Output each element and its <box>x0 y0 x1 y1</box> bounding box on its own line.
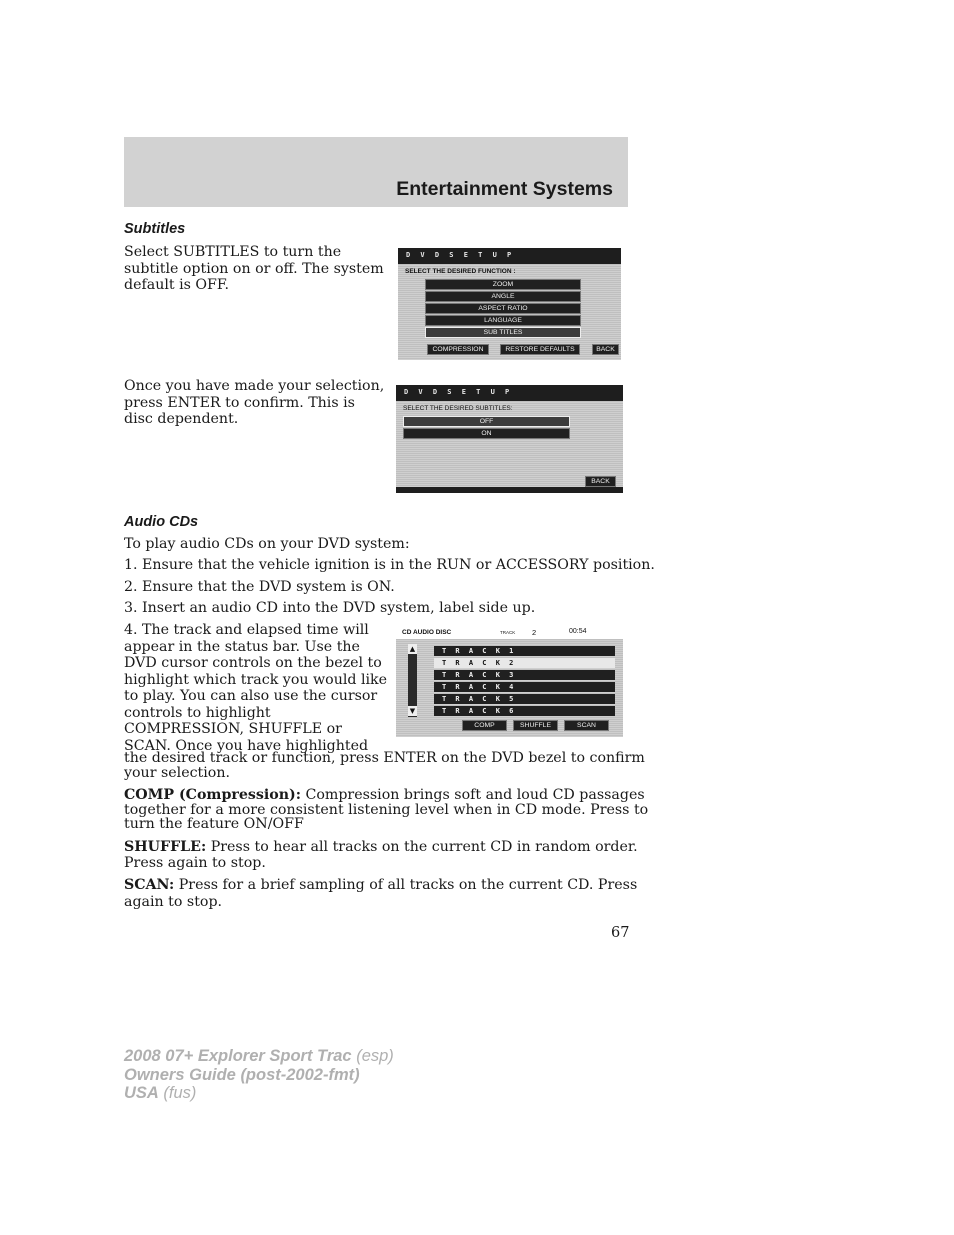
comp-button[interactable]: COMP <box>462 720 507 731</box>
track-item[interactable]: T R A C K 1 <box>434 646 615 656</box>
off-option[interactable]: OFF <box>403 416 570 427</box>
track-item[interactable]: T R A C K 3 <box>434 670 615 680</box>
text-line: Press again to stop. <box>124 855 266 871</box>
zoom-option[interactable]: ZOOM <box>425 279 581 290</box>
text-line: controls to highlight <box>124 704 271 721</box>
text-line: press ENTER to confirm. This is <box>124 394 355 411</box>
scan-text: Press for a brief sampling of all tracks on the current CD. Press <box>174 877 638 893</box>
dvd-setup-subtitles-screen <box>396 385 623 493</box>
scroll-down-icon[interactable]: ▼ <box>409 707 416 715</box>
text-line: turn the feature ON/OFF <box>124 816 304 832</box>
scroll-up-icon[interactable]: ▲ <box>409 645 416 653</box>
screen-title-bar <box>398 248 621 264</box>
track-item[interactable]: T R A C K 5 <box>434 694 615 704</box>
shuffle-button[interactable]: SHUFFLE <box>513 720 558 731</box>
audio-intro: To play audio CDs on your DVD system: <box>124 536 410 552</box>
shuffle-term: SHUFFLE: <box>124 839 207 855</box>
footer-model: 2008 07+ Explorer Sport Trac <box>124 1047 352 1065</box>
subtitles-paragraph-2 <box>124 378 384 428</box>
text-line: disc dependent. <box>124 411 239 427</box>
back-button[interactable]: BACK <box>585 476 616 487</box>
disc-label: CD AUDIO DISC <box>402 629 452 636</box>
footer-language: (esp) <box>351 1047 394 1065</box>
text-line: default is OFF. <box>124 277 230 293</box>
scan-button[interactable]: SCAN <box>564 720 609 731</box>
text-line: Select SUBTITLES to turn the <box>124 244 342 260</box>
track-label: TRACK <box>500 630 516 635</box>
text-line: the desired track or function, press ENTER on the DVD bezel to confirm <box>124 750 645 766</box>
track-list-panel <box>396 639 623 737</box>
text-line: again to stop. <box>124 893 223 910</box>
screen-title-bar <box>396 385 623 401</box>
footer-line <box>124 1066 394 1085</box>
text-line: your selection. <box>124 765 230 781</box>
shuffle-text: Press to hear all tracks on the current CD in random order. <box>206 839 638 855</box>
screen-title: D V D S E T U P <box>404 388 513 396</box>
audio-step-4 <box>124 622 387 754</box>
scan-term: SCAN: <box>124 877 175 893</box>
screen-prompt: SELECT THE DESIRED FUNCTION : <box>405 268 516 275</box>
text-line: together for a more consistent listening level when in CD mode. Press to <box>124 801 649 818</box>
footer-line <box>124 1047 394 1066</box>
screen-prompt: SELECT THE DESIRED SUBTITLES: <box>403 405 513 412</box>
text-line: DVD cursor controls on the bezel to <box>124 655 382 671</box>
text-line: Once you have made your selection, <box>124 378 385 394</box>
comp-term: COMP (Compression): <box>124 787 301 803</box>
text-line <box>124 877 637 894</box>
audio-step-3: 3. Insert an audio CD into the DVD system, label side up. <box>124 600 536 616</box>
text-line: to play. You can also use the cursor <box>124 688 378 704</box>
screen-title: D V D S E T U P <box>406 251 515 259</box>
cd-audio-screen <box>396 625 623 737</box>
text-line: 4. The track and elapsed time will <box>124 622 369 638</box>
audio-cds-heading: Audio CDs <box>124 514 199 530</box>
comp-text: Compression brings soft and loud CD passages <box>300 787 645 803</box>
text-line <box>124 788 648 803</box>
track-item[interactable]: T R A C K 4 <box>434 682 615 692</box>
shuffle-description <box>124 839 638 871</box>
section-title: Entertainment Systems <box>396 178 613 200</box>
track-item[interactable]: T R A C K 6 <box>434 706 615 716</box>
subtitles-option[interactable]: SUB TITLES <box>425 327 581 338</box>
text-line: SCAN. Once you have highlighted <box>124 737 369 754</box>
restore-defaults-button[interactable]: RESTORE DEFAULTS <box>500 344 580 355</box>
screen-bottom-bar <box>396 487 623 493</box>
text-line: highlight which track you would like <box>124 671 388 688</box>
back-button[interactable]: BACK <box>592 344 619 355</box>
subtitles-heading: Subtitles <box>124 221 186 237</box>
compression-button[interactable]: COMPRESSION <box>427 344 489 355</box>
footer-line <box>124 1084 394 1103</box>
track-number: 2 <box>532 628 537 637</box>
language-option[interactable]: LANGUAGE <box>425 315 581 326</box>
text-line: subtitle option on or off. The system <box>124 260 384 277</box>
footer-guide: Owners Guide (post-2002-fmt) <box>124 1065 360 1084</box>
text-line <box>124 839 638 855</box>
document-footer <box>124 1047 394 1103</box>
text-line: appear in the status bar. Use the <box>124 638 360 655</box>
footer-region: (fus) <box>158 1084 197 1102</box>
audio-step-4-continued <box>124 751 645 781</box>
elapsed-time: 00:54 <box>569 628 587 635</box>
text-line: COMPRESSION, SHUFFLE or <box>124 721 342 737</box>
footer-market: USA <box>124 1084 159 1102</box>
comp-description <box>124 788 648 832</box>
aspect-ratio-option[interactable]: ASPECT RATIO <box>425 303 581 314</box>
dvd-setup-function-screen <box>398 248 621 360</box>
page-number: 67 <box>611 925 630 941</box>
track-item-selected[interactable]: T R A C K 2 <box>434 658 615 668</box>
angle-option[interactable]: ANGLE <box>425 291 581 302</box>
section-header <box>124 137 628 207</box>
audio-step-2: 2. Ensure that the DVD system is ON. <box>124 579 395 595</box>
on-option[interactable]: ON <box>403 428 570 439</box>
audio-step-1: 1. Ensure that the vehicle ignition is in the RUN or ACCESSORY position. <box>124 557 655 573</box>
scan-description <box>124 877 637 910</box>
subtitles-paragraph-1 <box>124 244 384 294</box>
